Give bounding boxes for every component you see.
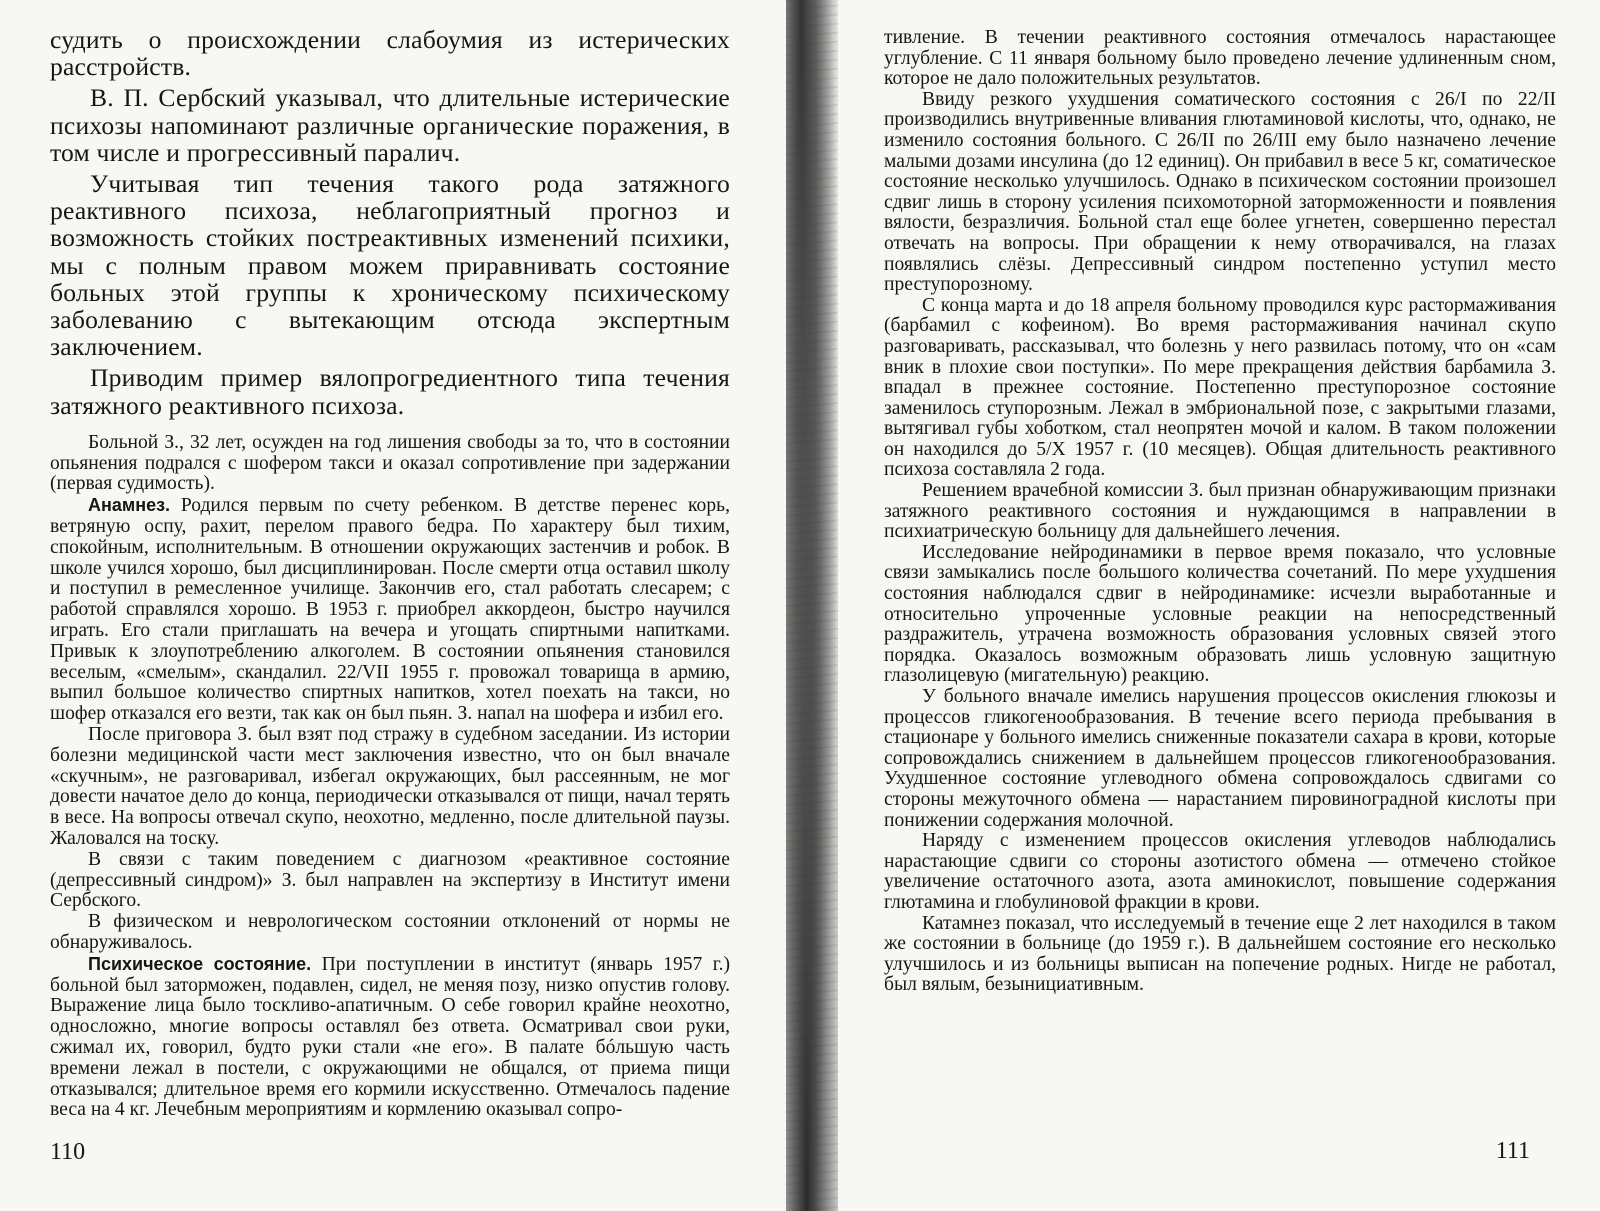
- body-paragraph: Катамнез показал, что исследуемый в течение еще 2 лет находился в таком же состоянии в больнице (до 1959 г.). В дальнейшем состояние его несколько улучшилось и из больницы выписан на попечение родных. Нигде не работал, был вялым, безынициативным.: [884, 912, 1556, 996]
- body-paragraph: С конца марта и до 18 апреля больному проводился курс растормаживания (барбамил с кофеином). Во время растормаживания начинал скупо разговаривать, рассказывал, что болезнь у него развилась потому, что он «сам вник в плохие свои поступки». По мере прекращения действия барбамила З. впадал в прежнее состояние. Постепенно преступорозное состояние заменилось ступорозным. Лежал в эмбриональной позе, с закрытыми глазами, вытягивал губы хоботком, стал неопрятен мочой и калом. В таком положении он находился до 5/X 1957 г. (10 месяцев). Общая длительность реактивного психоза составляла 2 года.: [884, 294, 1556, 481]
- case-paragraph: После приговора З. был взят под стражу в судебном заседании. Из истории болезни медицинской части мест заключения известно, что он был вначале «скучным», не разговаривал, избегал окружающих, был рассеянным, не мог довести начатое дело до конца, периодически отказывался от пищи, начал терять в весе. На вопросы отвечал скупо, неохотно, медленно, после длительной паузы. Жаловался на тоску.: [50, 724, 730, 849]
- case-paragraph: Больной З., 32 лет, осужден на год лишения свободы за то, что в состоянии опьянения подрался с шофером такси и оказал сопротивление при задержании (первая судимость).: [50, 431, 730, 495]
- intro-paragraph: Учитывая тип течения такого рода затяжного реактивного психоза, неблагоприятный прогноз и возможность стойких постреактивных изменений психики, мы с полным правом можем приравнивать состояние больных этой группы к хроническому психическому заболеванию с вытекающим отсюда экспертным заключением.: [50, 169, 730, 362]
- page-number-left: 110: [50, 1139, 86, 1165]
- intro-paragraph: Приводим пример вялопрогредиентного типа течения затяжного реактивного психоза.: [50, 363, 730, 420]
- body-paragraph: Решением врачебной комиссии З. был признан обнаруживающим признаки затяжного реактивного состояния и нуждающимся в направлении в психиатрическую больницу для дальнейшего лечения.: [884, 480, 1556, 543]
- body-paragraph: тивление. В течении реактивного состояния отмечалось нарастающее углубление. С 11 января больному было проведено лечение удлиненным сном, которое не дало положительных результатов.: [884, 27, 1556, 90]
- body-paragraph: У больного вначале имелись нарушения процессов окисления глюкозы и процессов гликогенообразования. В течение всего периода пребывания в стационаре у больного имелись сниженные показатели сахара в крови, которые сопровождались снижением в дальнейшем процессов гликогенообразования. Ухудшенное состояние углеводного обмена сопровождалось сдвигами со стороны межуточного обмена — нарастанием пировиноградной кислоты при понижении содержания молочной.: [884, 686, 1556, 831]
- anamnesis-text: Родился первым по счету ребенком. В детстве перенес корь, ветряную оспу, рахит, перелом правого бедра. По характеру был тихим, спокойным, исполнительным. В отношении окружающих застенчив и робок. В школе учился хорошо, был дисциплинирован. После смерти отца оставил школу и поступил в ремесленное училище. Закончив его, стал работать слесарем; с работой справлялся хорошо. В 1953 г. приобрел аккордеон, быстро научился играть. Его стали приглашать на вечера и угощать спиртными напитками. Привык к злоупотреблению алкоголем. В состоянии опьянения становился веселым, «смелым», скандалил. 22/VII 1955 г. провожал товарища в армию, выпил большое количество спиртных напитков, хотел поехать на такси, но шофер отказался его везти, так как он был пьян. З. напал на шофера и избил его.: [50, 495, 730, 725]
- anamnesis-paragraph: [50, 495, 730, 725]
- body-paragraph: Ввиду резкого ухудшения соматического состояния с 26/I по 22/II производились внутривенные вливания глютаминовой кислоты, что, однако, не изменило состояния больного. С 26/II по 26/III ему было назначено лечение малыми дозами инсулина (до 12 единиц). Он прибавил в весе 5 кг, соматическое состояние несколько улучшилось. Однако в психическом состоянии произошел сдвиг лишь в сторону усиления психомоторной заторможенности и появления вялости, безразличия. Больной стал еще более угнетен, совершенно перестал отвечать на вопросы. При обращении к нему отворачивался, на глазах появлялись слёзы. Депрессивный синдром постепенно уступил место преступорозному.: [884, 88, 1556, 296]
- right-page-text: [884, 28, 1556, 996]
- page-number-right: 111: [1495, 1138, 1530, 1164]
- mental-state-text: При поступлении в институт (январь 1957 г.) больной был заторможен, подавлен, сидел, не меняя позу, низко опустив голову. Выражение лица было тоскливо-апатичным. О себе говорил крайне неохотно, односложно, многие вопросы оставлял без ответа. Осматривал свои руки, сжимал их, говорил, будто руки стали «не его». В палате бóльшую часть времени лежал в постели, с окружающими не общался, от приема пищи отказывался; длительное время его кормили искусственно. Отмечалось падение веса на 4 кг. Лечебным мероприятиям и кормлению оказывал сопро-: [50, 953, 730, 1121]
- case-history: [50, 433, 730, 1121]
- intro-paragraph: судить о происхождении слабоумия из истерических расстройств.: [50, 25, 730, 82]
- mental-state-label: Психическое состояние.: [88, 953, 312, 974]
- intro-paragraph: В. П. Сербский указывал, что длительные истерические психозы напоминают различные органические поражения, в том числе и прогрессивный паралич.: [50, 83, 730, 167]
- mental-state-paragraph: [50, 954, 730, 1121]
- right-page: [826, 0, 1600, 1211]
- case-paragraph: В связи с таким поведением с диагнозом «реактивное состояние (депрессивный синдром)» З. был направлен на экспертизу в Институт имени Сербского.: [50, 848, 730, 912]
- body-paragraph: Исследование нейродинамики в первое время показало, что условные связи замыкались после большого количества сочетаний. По мере ухудшения состояния наблюдался сдвиг в нейродинамике: исчезли выработанные и относительно упроченные условные реакции на непосредственный раздражитель, утрачена возможность образования условных связей этого порядка. Оказалось возможным образовать лишь условную защитную глазолицевую (мигательную) реакцию.: [884, 541, 1556, 687]
- case-paragraph: В физическом и неврологическом состоянии отклонений от нормы не обнаруживалось.: [50, 911, 730, 953]
- anamnesis-label: Анамнез.: [88, 495, 171, 516]
- body-paragraph: Наряду с изменением процессов окисления углеводов наблюдались нарастающие сдвиги со стороны азотистого обмена — отмечено стойкое увеличение остаточного азота, азота аминокислот, повышение содержания глютамина и глобулиновой фракции в крови.: [884, 830, 1556, 913]
- left-intro-text: [50, 26, 730, 419]
